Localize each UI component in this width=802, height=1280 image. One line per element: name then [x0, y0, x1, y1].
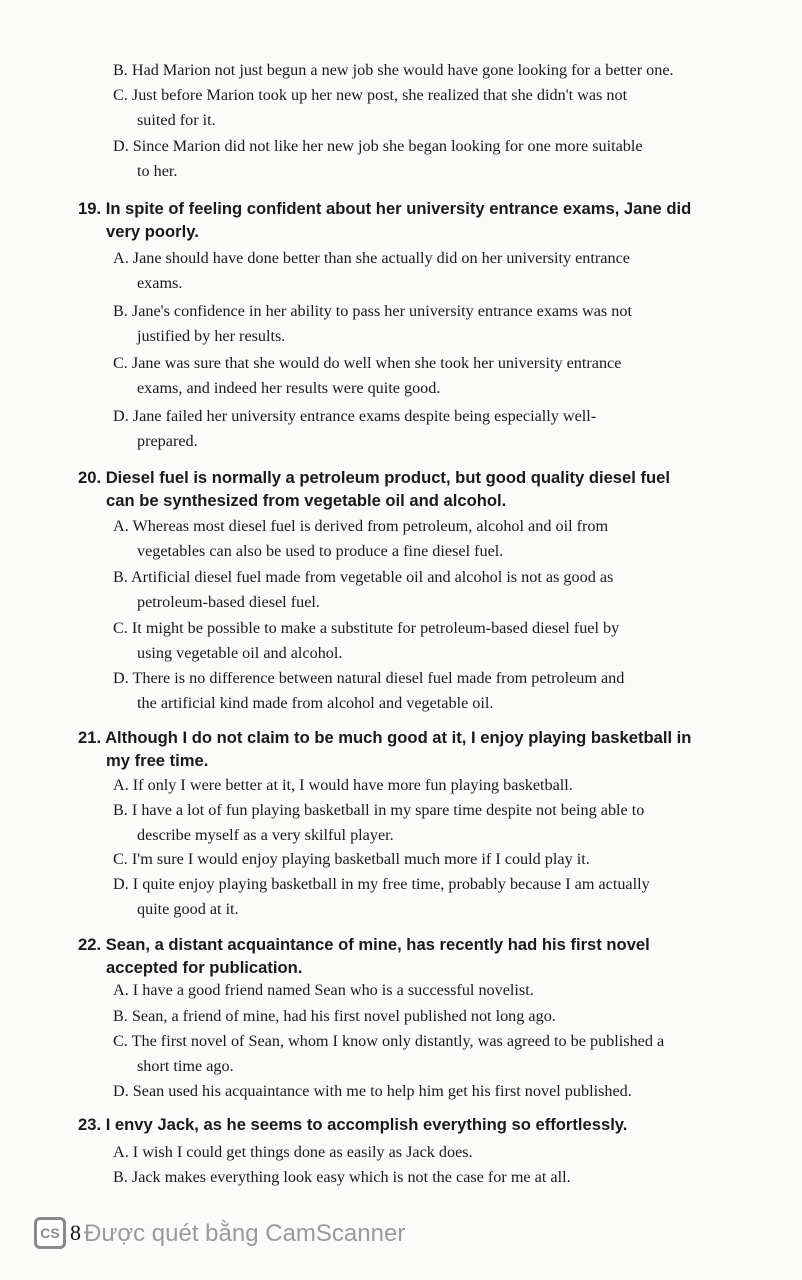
option-18-d: D. Since Marion did not like her new job she began looking for one more suitable to her.	[113, 137, 643, 180]
option-21-d: D. I quite enjoy playing basketball in my free time, probably because I am actually quite good at it.	[113, 875, 650, 918]
option-23-b: B. Jack makes everything look easy which is not the case for me at all.	[113, 1168, 571, 1186]
option-18-b: B. Had Marion not just begun a new job she would have gone looking for a better one.	[113, 61, 674, 79]
question-19: 19. In spite of feeling confident about her university entrance exams, Jane did very poorly.	[78, 199, 692, 241]
question-22: 22. Sean, a distant acquaintance of mine, has recently had his first novel accepted for publication.	[78, 935, 650, 977]
option-18-c: C. Just before Marion took up her new post, she realized that she didn't was not suited for it.	[113, 86, 628, 129]
question-23: 23. I envy Jack, as he seems to accomplish everything so effortlessly.	[78, 1115, 628, 1134]
option-22-d: D. Sean used his acquaintance with me to help him get his first novel published.	[113, 1082, 632, 1100]
option-20-b: B. Artificial diesel fuel made from vegetable oil and alcohol is not as good as petroleum-based diesel fuel.	[113, 568, 614, 611]
option-20-d: D. There is no difference between natural diesel fuel made from petroleum and the artificial kind made from alcohol and vegetable oil.	[113, 669, 625, 712]
option-22-a: A. I have a good friend named Sean who is a successful novelist.	[113, 981, 534, 999]
option-20-c: C. It might be possible to make a substitute for petroleum-based diesel fuel by using vegetable oil and alcohol.	[113, 619, 620, 662]
option-21-b: B. I have a lot of fun playing basketball in my spare time despite not being able to describe myself as a very skilful player.	[113, 801, 645, 844]
option-23-a: A. I wish I could get things done as easily as Jack does.	[113, 1143, 473, 1161]
option-19-a: A. Jane should have done better than she actually did on her university entrance exams.	[113, 249, 630, 292]
option-22-b: B. Sean, a friend of mine, had his first novel published not long ago.	[113, 1007, 556, 1025]
option-21-a: A. If only I were better at it, I would have more fun playing basketball.	[113, 776, 573, 794]
camscanner-logo-icon: CS	[34, 1217, 66, 1249]
option-22-c: C. The first novel of Sean, whom I know only distantly, was agreed to be published a short time ago.	[113, 1032, 665, 1075]
option-19-c: C. Jane was sure that she would do well when she took her university entrance exams, and indeed her results were quite good.	[113, 354, 622, 397]
option-21-c: C. I'm sure I would enjoy playing basketball much more if I could play it.	[113, 850, 590, 868]
camscanner-watermark: Được quét bằng CamScanner	[84, 1220, 406, 1247]
question-21: 21. Although I do not claim to be much good at it, I enjoy playing basketball in my free time.	[78, 728, 692, 770]
page-number: 8	[70, 1220, 81, 1245]
option-19-d: D. Jane failed her university entrance exams despite being especially well- prepared.	[113, 407, 597, 450]
question-20: 20. Diesel fuel is normally a petroleum product, but good quality diesel fuel can be synthesized from vegetable oil and alcohol.	[78, 468, 670, 510]
option-19-b: B. Jane's confidence in her ability to pass her university entrance exams was not justified by her results.	[113, 302, 632, 345]
option-20-a: A. Whereas most diesel fuel is derived from petroleum, alcohol and oil from vegetables can also be used to produce a fine diesel fuel.	[113, 517, 609, 560]
